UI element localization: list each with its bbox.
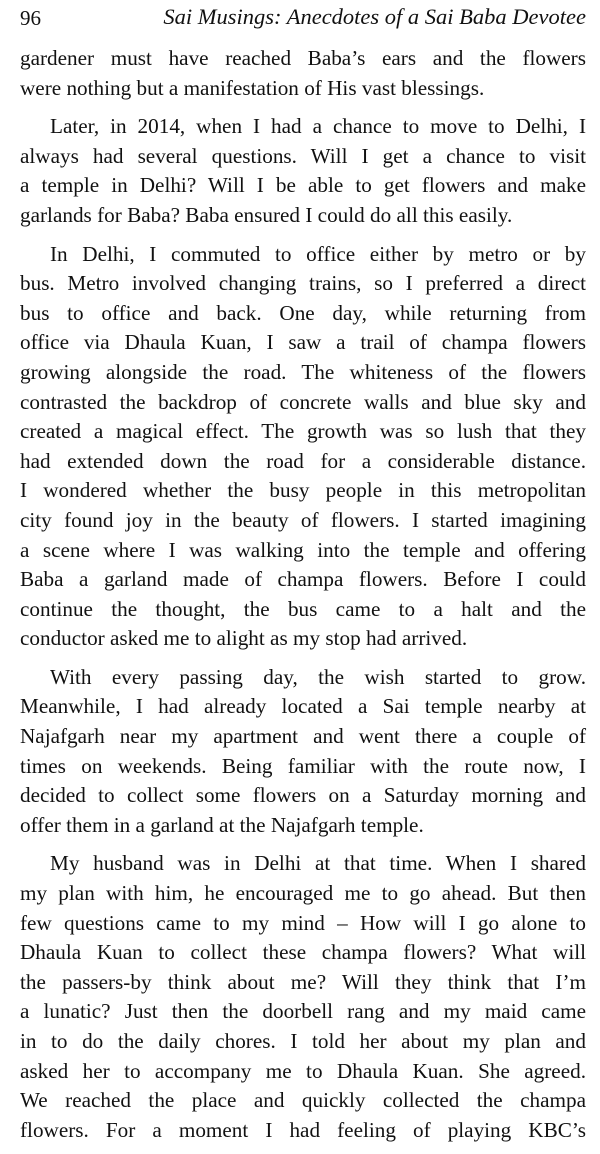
paragraph [20, 44, 586, 103]
page-header [20, 0, 586, 40]
text-line: garlands for Baba? Baba ensured I could do all this easily. [20, 202, 513, 227]
text-line: a scene where I was walking into the temple and offering [20, 537, 586, 562]
text-line: created a magical effect. The growth was so lush that they [20, 419, 586, 444]
text-line: growing alongside the road. The whiteness of the flowers [20, 359, 586, 384]
text-line: contrasted the backdrop of concrete walls and blue sky and [20, 389, 586, 414]
text-line: I wondered whether the busy people in this metropolitan [20, 478, 586, 503]
text-line: asked her to accompany me to Dhaula Kuan. She agreed. [20, 1058, 586, 1083]
book-page [20, 0, 586, 1142]
page-number: 96 [20, 6, 41, 30]
text-line: times on weekends. Being familiar with the route now, I [20, 753, 586, 778]
text-line: in to do the daily chores. I told her about my plan and [20, 1029, 586, 1053]
text-line: bus. Metro involved changing trains, so I preferred a direct [20, 271, 586, 296]
paragraph [20, 112, 586, 230]
text-line: flowers. For a moment I had feeling of playing KBC’s [20, 1117, 586, 1142]
text-line: Meanwhile, I had already located a Sai temple nearby at [20, 694, 586, 719]
text-line: few questions came to my mind – How will I go alone to [20, 910, 586, 935]
text-line: my plan with him, he encouraged me to go ahead. But then [20, 881, 586, 906]
text-line: were nothing but a manifestation of His vast blessings. [20, 75, 485, 100]
text-line: city found joy in the beauty of flowers. I started imagining [20, 507, 586, 532]
text-line: offer them in a garland at the Najafgarh temple. [20, 812, 424, 837]
text-line: a lunatic? Just then the doorbell rang and my maid came [20, 999, 586, 1024]
text-line: decided to collect some flowers on a Saturday morning and [20, 783, 586, 808]
text-line: bus to office and back. One day, while returning from [20, 300, 586, 325]
text-line: Najafgarh near my apartment and went there a couple of [20, 724, 586, 749]
text-line: My husband was in Delhi at that time. When I shared [50, 851, 586, 876]
paragraph [20, 240, 586, 654]
text-line: a temple in Delhi? Will I be able to get flowers and make [20, 173, 586, 198]
text-line: Dhaula Kuan to collect these champa flowers? What will [20, 940, 586, 965]
running-title: Sai Musings: Anecdotes of a Sai Baba Devotee [163, 4, 586, 29]
text-line: the passers-by think about me? Will they think that I’m [20, 969, 586, 994]
body-text [20, 44, 586, 1154]
text-line: Baba a garland made of champa flowers. Before I could [20, 567, 586, 592]
text-line: gardener must have reached Baba’s ears and the flowers [20, 46, 586, 70]
text-line: With every passing day, the wish started to grow. [50, 664, 586, 689]
text-line: We reached the place and quickly collected the champa [20, 1088, 586, 1113]
text-line: continue the thought, the bus came to a halt and the [20, 596, 586, 621]
text-line: Later, in 2014, when I had a chance to move to Delhi, I [50, 114, 586, 139]
paragraph [20, 663, 586, 841]
text-line: had extended down the road for a considerable distance. [20, 448, 586, 473]
paragraph [20, 849, 586, 1145]
text-line: office via Dhaula Kuan, I saw a trail of champa flowers [20, 330, 586, 355]
text-line: always had several questions. Will I get a chance to visit [20, 143, 586, 168]
text-line: In Delhi, I commuted to office either by metro or by [50, 241, 586, 266]
text-line: conductor asked me to alight as my stop had arrived. [20, 626, 468, 651]
